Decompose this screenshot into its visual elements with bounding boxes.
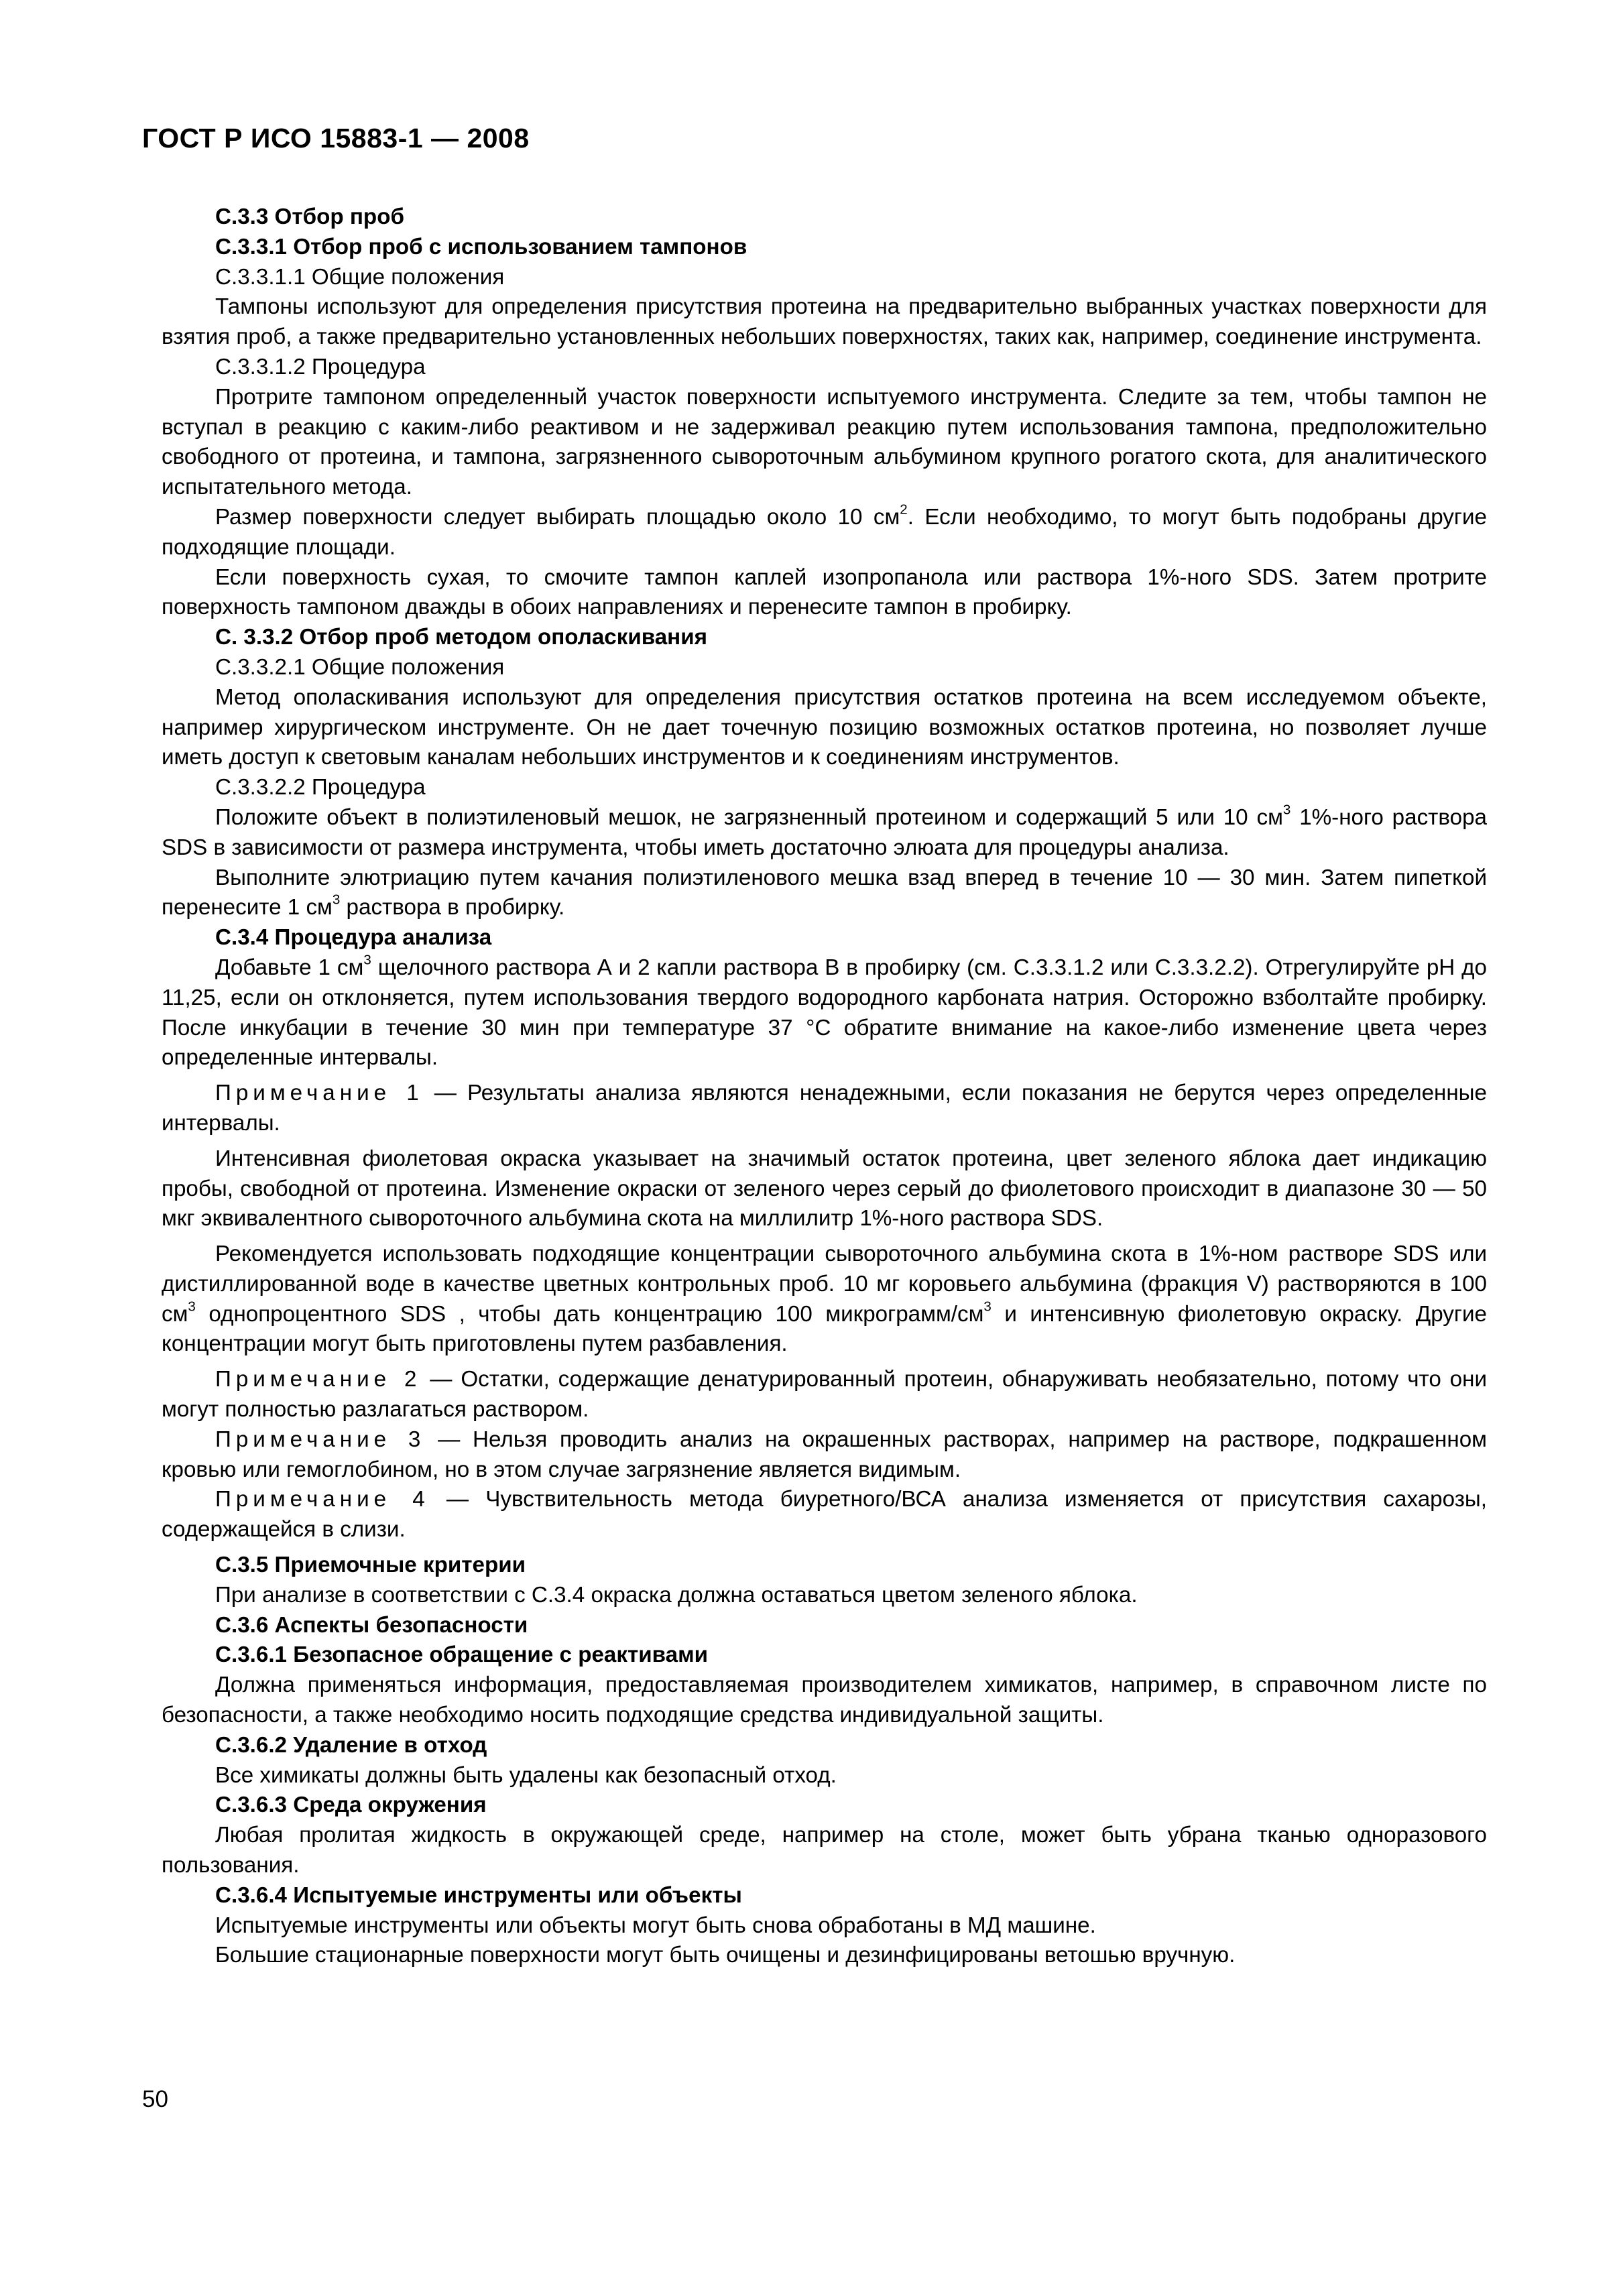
paragraph: Рекомендуется использовать подходящие концентрации сывороточного альбумина скота в 1%-ном растворе SDS или дистиллированной воде в качестве цветных контрольных проб. 10 мг коровьего альбумина (фракция V) растворяются в 100 $см^3$ однопроцентного SDS , чтобы дать концентрацию 100 микрограмм/$см^3$ и интенсивную фиолетовую окраску. Другие концентрации могут быть приготовлены путем разбавления. — [162, 1242, 1488, 1357]
paragraph: Добавьте 1 $см^3$ щелочного раствора А и 2 капли раствора В в пробирку (см. С.3.3.1.2 или С.3.3.2.2). Отрегулируйте рН до 11,25, если он отклоняется, путем использования твердого водородного карбоната натрия. Осторожно взболтайте пробирку. После инкубации в течение 30 мин при температуре 37 °С обратите внимание на какое-либо изменение цвета через определенные интервалы. — [162, 952, 1487, 1071]
section-heading: С.3.4 Процедура анализа — [215, 925, 492, 951]
paragraph: Должна применяться информация, предоставляемая производителем химикатов, например, в справочном листе по безопасности, а также необходимо носить подходящие средства индивидуальной защиты. — [162, 1673, 1487, 1728]
document-header: ГОСТ Р ИСО 15883-1 — 2008 — [142, 123, 530, 154]
note-1: Примечание 1 — Результаты анализа являются ненадежными, если показания не берутся через определенные интервалы. — [162, 1081, 1487, 1136]
note-3: Примечание 3 — Нельзя проводить анализ на окрашенных растворах, например на растворе, подкрашенном кровью или гемоглобином, но в этом случае загрязнение является видимым. — [162, 1427, 1487, 1482]
document-body — [162, 202, 1487, 1971]
paragraph: Интенсивная фиолетовая окраска указывает на значимый остаток протеина, цвет зеленого яблока дает индикацию пробы, свободной от протеина. Изменение окраски от зеленого через серый до фиолетового происходит в диапазоне 30 — 50 мкг эквивалентного сывороточного альбумина скота на миллилитр 1%-ного раствора SDS. — [162, 1146, 1487, 1231]
paragraph: Протрите тампоном определенный участок поверхности испытуемого инструмента. Следите за тем, чтобы тампон не вступал в реакцию с каким-либо реактивом и не задерживал реакцию путем использования тампона, предположительно свободного от протеина, и тампона, загрязненного сывороточным альбумином крупного рогатого скота, для аналитического испытательного метода. — [162, 384, 1487, 500]
section-heading: С.3.6.4 Испытуемые инструменты или объекты — [215, 1882, 742, 1908]
paragraph: Выполните элютриацию путем качания полиэтиленового мешка взад вперед в течение 10 — 30 мин. Затем пипеткой перенесите 1 $см^3$ раствора в пробирку. — [162, 865, 1487, 920]
subsection-heading: С.3.3.2.1 Общие положения — [215, 654, 505, 680]
section-heading: С.3.3.1 Отбор проб с использованием тампонов — [215, 234, 747, 259]
subsection-heading: С.3.3.1.2 Процедура — [215, 354, 426, 379]
section-heading: С.3.3 Отбор проб — [215, 204, 404, 229]
paragraph: Тампоны используют для определения присутствия протеина на предварительно выбранных участках поверхности для взятия проб, а также предварительно установленных небольших поверхностях, таких как, например, соединение инструмента. — [162, 294, 1487, 350]
paragraph: Метод ополаскивания используют для определения присутствия остатков протеина на всем исследуемом объекте, например хирургическом инструменте. Он не дает точечную позицию возможных остатков протеина, но позволяет лучше иметь доступ к световым каналам небольших инструментов и к соединениям инструментов. — [162, 684, 1487, 770]
paragraph: Испытуемые инструменты или объекты могут быть снова обработаны в МД машине. — [215, 1913, 1096, 1938]
paragraph: При анализе в соответствии с С.3.4 окраска должна оставаться цветом зеленого яблока. — [215, 1582, 1138, 1608]
paragraph: Любая пролитая жидкость в окружающей среде, например на столе, может быть убрана тканью одноразового пользования. — [162, 1823, 1487, 1878]
subsection-heading: С.3.3.2.2 Процедура — [215, 775, 426, 800]
section-heading: С.3.6 Аспекты безопасности — [215, 1612, 528, 1638]
paragraph: Размер поверхности следует выбирать площадью около 10 $см^2$. Если необходимо, то могут быть подобраны другие подходящие площади. — [162, 501, 1487, 560]
paragraph: Положите объект в полиэтиленовый мешок, не загрязненный протеином и содержащий 5 или 10 $см^3$ 1%-ного раствора SDS в зависимости от размера инструмента, чтобы иметь достаточно элюата для процедуры анализа. — [162, 802, 1488, 860]
section-heading: С.3.6.1 Безопасное обращение с реактивами — [215, 1642, 709, 1668]
paragraph: Все химикаты должны быть удалены как безопасный отход. — [215, 1762, 837, 1788]
section-heading: С.3.5 Приемочные критерии — [215, 1553, 526, 1578]
note-4: Примечание 4 — Чувствительность метода биуретного/ВСА анализа изменяется от присутствия сахарозы, содержащейся в слизи. — [162, 1487, 1487, 1543]
section-heading: С.3.6.2 Удаление в отход — [215, 1732, 487, 1758]
subsection-heading: С.3.3.1.1 Общие положения — [215, 264, 505, 290]
paragraph: Большие стационарные поверхности могут быть очищены и дезинфицированы ветошью вручную. — [215, 1943, 1236, 1968]
section-heading: С.3.6.3 Среда окружения — [215, 1793, 487, 1818]
section-heading: С. 3.3.2 Отбор проб методом ополаскивания — [215, 625, 707, 650]
note-2: Примечание 2 — Остатки, содержащие денатурированный протеин, обнаруживать необязательно, потому что они могут полностью разлагаться раствором. — [162, 1367, 1487, 1423]
paragraph: Если поверхность сухая, то смочите тампон каплей изопропанола или раствора 1%-ного SDS. Затем протрите поверхность тампоном дважды в обоих направлениях и перенесите тампон в пробирку. — [162, 564, 1487, 620]
page-number: 50 — [142, 2086, 168, 2112]
